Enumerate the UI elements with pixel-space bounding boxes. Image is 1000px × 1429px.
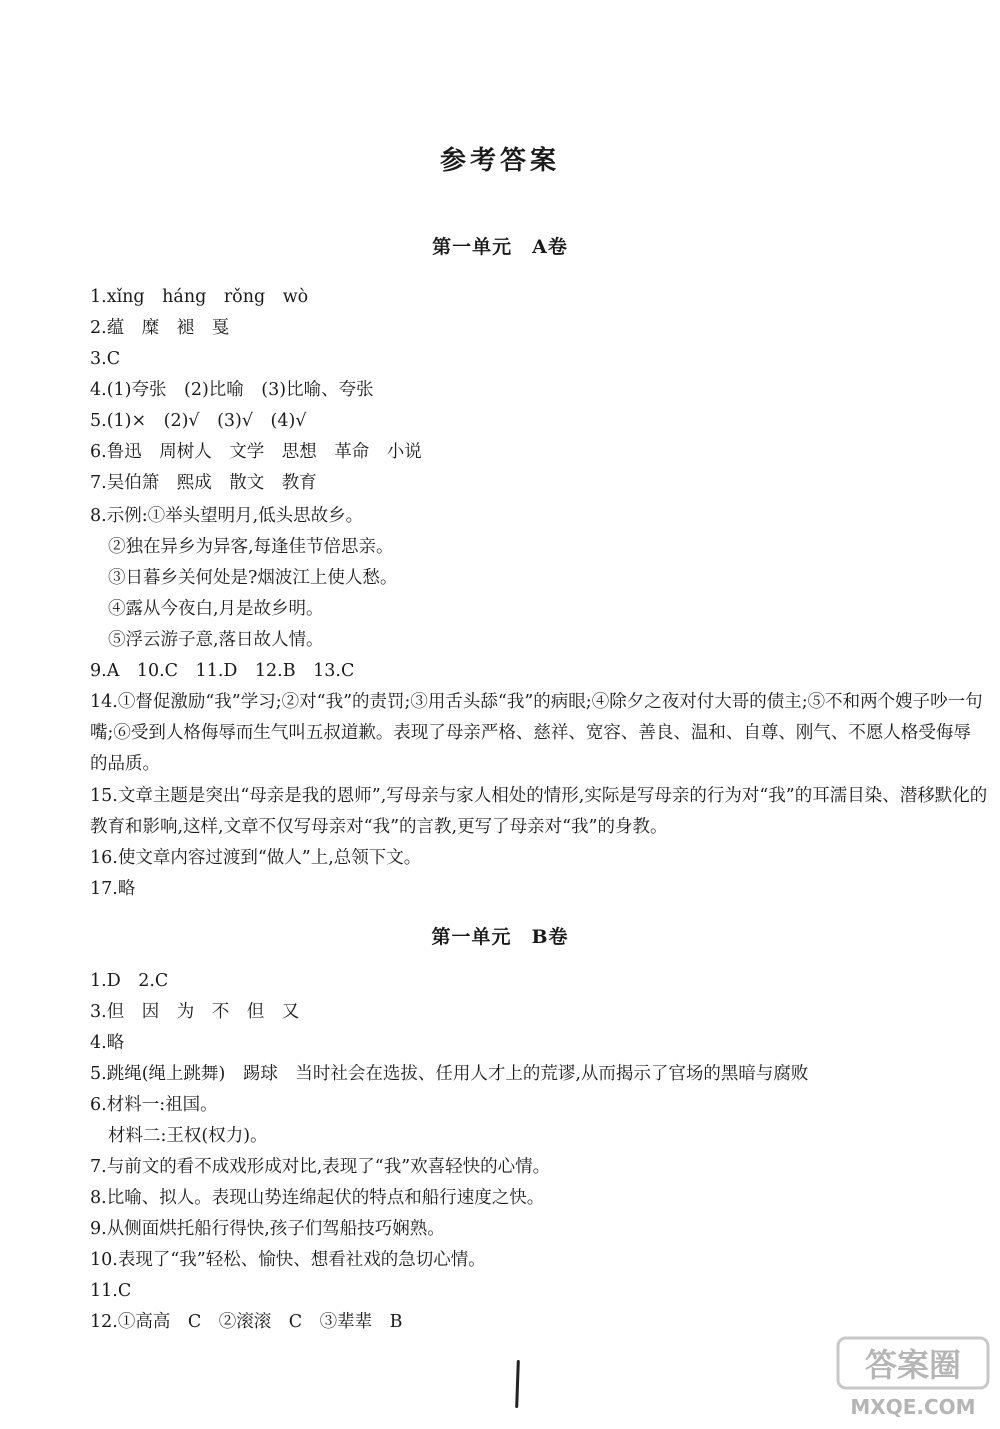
watermark-site-text: MXQE.COM — [850, 1395, 976, 1419]
answer-line: 4.略 — [90, 1033, 125, 1053]
answer-line: 7.吴伯箫 熙成 散文 教育 — [90, 473, 317, 493]
answer-line: 10.表现了“我”轻松、愉快、想看社戏的急切心情。 — [90, 1250, 486, 1270]
answer-line: 5.跳绳(绳上跳舞) 踢球 当时社会在选拔、任用人才上的荒谬,从而揭示了官场的黑暗与腐败 — [90, 1064, 809, 1084]
page-number-mark — [515, 1360, 520, 1408]
answer-line: 6.材料一:祖国。 — [90, 1095, 218, 1115]
answer-line: ⑤浮云游子意,落日故人情。 — [108, 630, 324, 650]
answer-item-17: 17.略 — [90, 879, 136, 899]
answer-line: 2.蕴 糜 褪 戛 — [90, 318, 230, 338]
answer-line: 1.xǐng háng rǒng wò — [90, 287, 309, 307]
section-heading-a: 第一单元 A卷 — [432, 236, 568, 258]
watermark-logo — [836, 1336, 990, 1420]
answer-item-14: 14.①督促激励“我”学习;②对“我”的责罚;③用舌头舔“我”的病眼;④除夕之夜对付大哥的债主;⑤不和两个嫂子吵一句嘴;⑥受到人格侮辱而生气叫五叔道歉。表现了母亲严格、慈祥、宽容、善良、温和、自尊、刚气、不愿人格受侮辱的品质。 — [90, 692, 983, 774]
answer-line: 8.比喻、拟人。表现山势连绵起伏的特点和船行速度之快。 — [90, 1188, 545, 1208]
answer-line: 3.但 因 为 不 但 又 — [90, 1002, 300, 1022]
answer-line: ④露从今夜白,月是故乡明。 — [108, 599, 324, 619]
answer-line: 9.从侧面烘托船行得快,孩子们驾船技巧娴熟。 — [90, 1219, 445, 1239]
answer-line: ②独在异乡为异客,每逢佳节倍思亲。 — [108, 537, 394, 557]
watermark-logo-text: 答案圈 — [864, 1346, 962, 1384]
answer-line: 7.与前文的看不成戏形成对比,表现了“我”欢喜轻快的心情。 — [90, 1157, 551, 1177]
answer-line: 1.D 2.C — [90, 971, 169, 991]
page-title: 参考答案 — [439, 146, 560, 176]
answer-line: 12.①高高 C ②滚滚 C ③辈辈 B — [90, 1312, 403, 1332]
answer-line: 6.鲁迅 周树人 文学 思想 革命 小说 — [90, 442, 422, 462]
answer-line: 11.C — [90, 1281, 132, 1301]
answer-item-15: 15.文章主题是突出“母亲是我的恩师”,写母亲与家人相处的情形,实际是写母亲的行为对“我”的耳濡目染、潜移默化的教育和影响,这样,文章不仅写母亲对“我”的言教,更写了母亲对“我”的身教。 — [90, 786, 988, 837]
answer-line: 8.示例:①举头望明月,低头思故乡。 — [90, 506, 364, 526]
answer-line: 3.C — [90, 349, 121, 369]
answer-line: 5.(1)× (2)√ (3)√ (4)√ — [90, 411, 307, 431]
section-heading-b: 第一单元 B卷 — [431, 926, 569, 948]
answer-line: 9.A 10.C 11.D 12.B 13.C — [90, 661, 355, 681]
answer-line: ③日暮乡关何处是?烟波江上使人愁。 — [108, 568, 398, 588]
answer-line: 材料二:王权(权力)。 — [108, 1126, 268, 1146]
answer-line: 4.(1)夸张 (2)比喻 (3)比喻、夸张 — [90, 380, 374, 400]
answer-item-16: 16.使文章内容过渡到“做人”上,总领下文。 — [90, 848, 422, 868]
